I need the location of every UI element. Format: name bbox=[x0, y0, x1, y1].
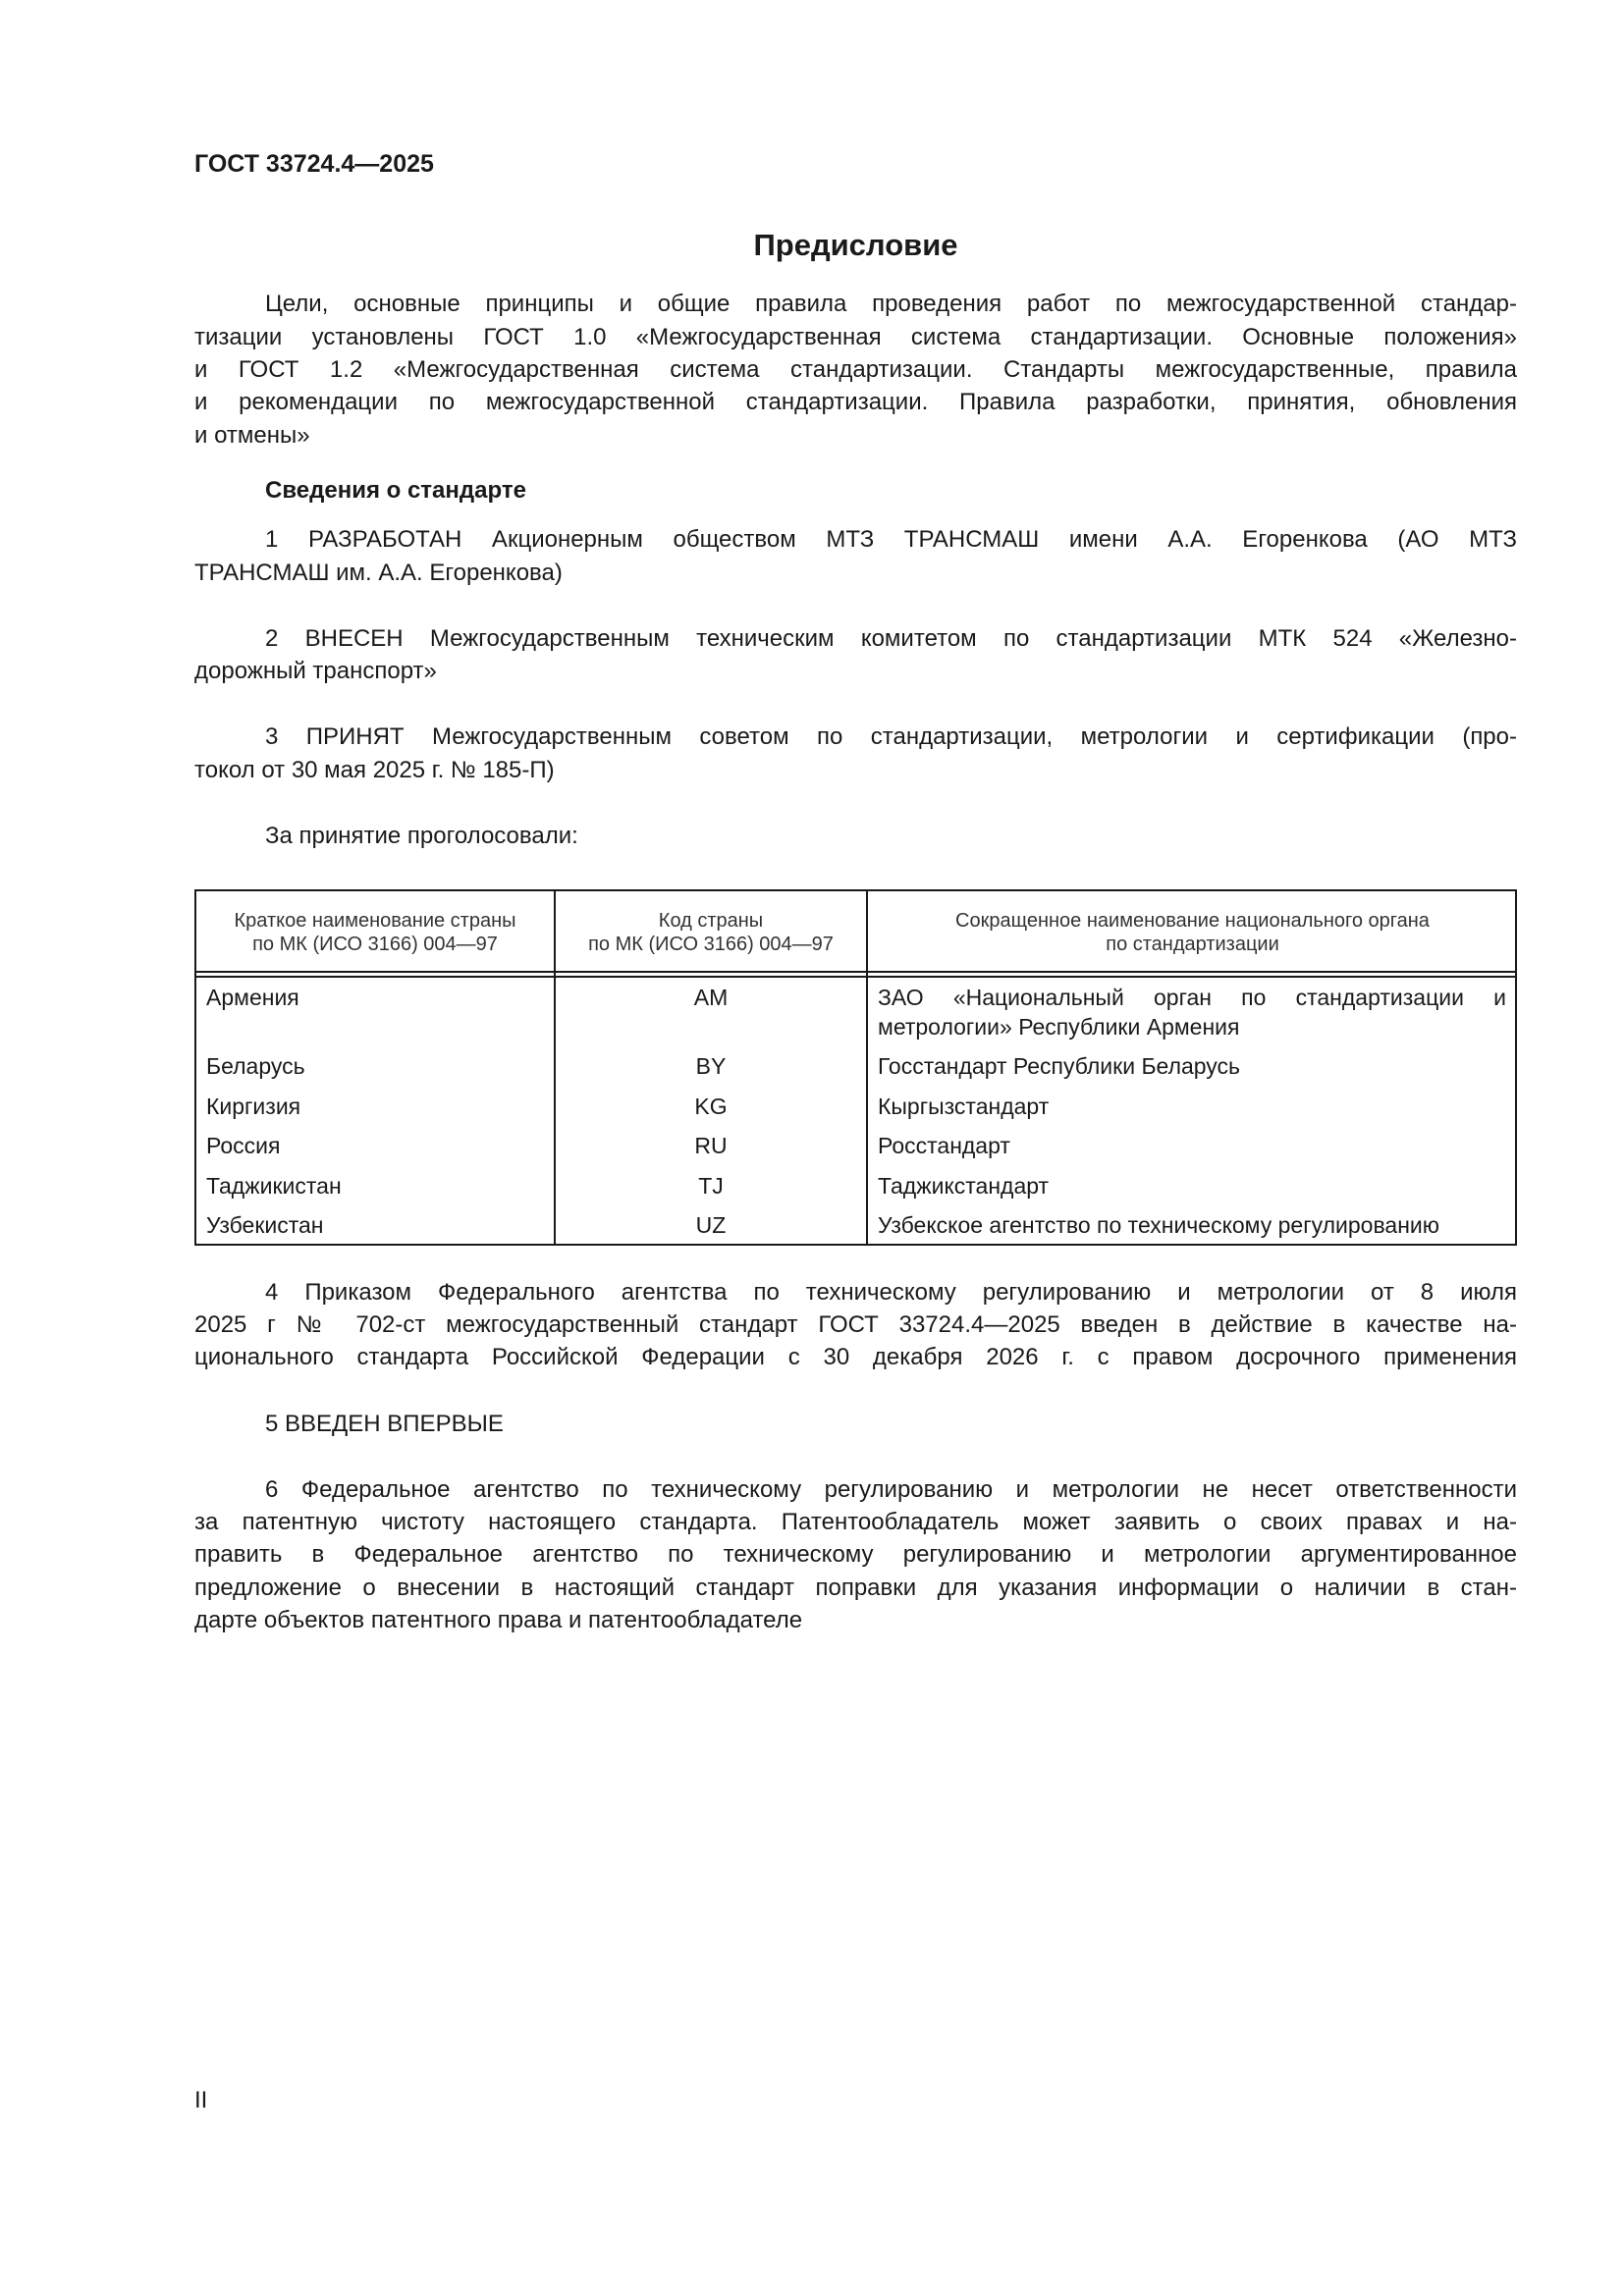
cell-country: Россия bbox=[206, 1133, 281, 1158]
cell-country: Армения bbox=[206, 985, 299, 1010]
cell-body: Кыргызстандарт bbox=[878, 1094, 1050, 1119]
cell-country: Узбекистан bbox=[206, 1212, 324, 1238]
item-6-line: дарте объектов патентного права и патентообладателе bbox=[194, 1607, 803, 1633]
column-header-country: Краткое наименование страны по МК (ИСО 3166) 004—97 bbox=[234, 910, 516, 955]
column-header-body: Сокращенное наименование национального органа по стандартизации bbox=[955, 910, 1430, 955]
page-number: II bbox=[194, 2087, 208, 2113]
cell-body: Узбекское агентство по техническому регулированию bbox=[878, 1212, 1440, 1238]
item-4-line: 4 Приказом Федерального агентства по техническому регулированию и метрологии от 8 июля bbox=[265, 1279, 1517, 1306]
cell-body: Таджикстандарт bbox=[878, 1173, 1050, 1199]
item-6-line: за патентную чистоту настоящего стандарта. Патентообладатель может заявить о своих правах и на- bbox=[194, 1509, 1517, 1535]
cell-body: Госстандарт Республики Беларусь bbox=[878, 1053, 1241, 1079]
item-3-line: 3 ПРИНЯТ Межгосударственным советом по стандартизации, метрологии и сертификации (про- bbox=[265, 723, 1517, 750]
item-5: 5 ВВЕДЕН ВПЕРВЫЕ bbox=[265, 1411, 504, 1437]
item-1-line: ТРАНСМАШ им. А.А. Егоренкова) bbox=[194, 560, 563, 586]
item-6-line: предложение о внесении в настоящий стандарт поправки для указания информации о наличии в стан- bbox=[194, 1575, 1517, 1601]
cell-country: Беларусь bbox=[206, 1053, 305, 1079]
cell-country: Киргизия bbox=[206, 1094, 301, 1119]
cell-body: ЗАО «Национальный орган по стандартизации и bbox=[878, 985, 1506, 1010]
cell-code: BY bbox=[695, 1053, 727, 1079]
voting-table bbox=[194, 889, 1517, 1246]
item-4-line: 2025 г № 702-ст межгосударственный стандарт ГОСТ 33724.4—2025 введен в действие в качестве на- bbox=[194, 1311, 1517, 1338]
intro-line: Цели, основные принципы и общие правила проведения работ по межгосударственной стандар- bbox=[265, 291, 1517, 317]
cell-code: KG bbox=[694, 1094, 728, 1119]
column-header-code: Код страны по МК (ИСО 3166) 004—97 bbox=[588, 910, 834, 955]
document-code: ГОСТ 33724.4—2025 bbox=[194, 150, 434, 178]
item-6-line: 6 Федеральное агентство по техническому регулированию и метрологии не несет ответственности bbox=[265, 1476, 1517, 1503]
cell-code: UZ bbox=[695, 1212, 727, 1238]
item-1-line: 1 РАЗРАБОТАН Акционерным обществом МТЗ ТРАНСМАШ имени А.А. Егоренкова (АО МТЗ bbox=[265, 526, 1517, 553]
intro-line: и рекомендации по межгосударственной стандартизации. Правила разработки, принятия, обновления bbox=[194, 389, 1517, 415]
item-2-line: 2 ВНЕСЕН Межгосударственным техническим комитетом по стандартизации МТК 524 «Железно- bbox=[265, 625, 1517, 652]
intro-line: и ГОСТ 1.2 «Межгосударственная система стандартизации. Стандарты межгосударственные, правила bbox=[194, 356, 1517, 383]
header-divider bbox=[196, 976, 1515, 978]
cell-body: Росстандарт bbox=[878, 1133, 1010, 1158]
item-6-line: править в Федеральное агентство по техническому регулированию и метрологии аргументированное bbox=[194, 1541, 1517, 1568]
section-heading: Сведения о стандарте bbox=[265, 477, 526, 504]
cell-code: AM bbox=[693, 985, 729, 1010]
item-2-line: дорожный транспорт» bbox=[194, 658, 437, 684]
intro-line: тизации установлены ГОСТ 1.0 «Межгосударственная система стандартизации. Основные положения» bbox=[194, 324, 1517, 350]
intro-line: и отмены» bbox=[194, 422, 310, 449]
item-4-line: ционального стандарта Российской Федерации с 30 декабря 2026 г. с правом досрочного применения bbox=[194, 1344, 1517, 1370]
voted-label: За принятие проголосовали: bbox=[265, 823, 578, 849]
page-title: Предисловие bbox=[753, 228, 958, 262]
cell-body: метрологии» Республики Армения bbox=[878, 1014, 1240, 1040]
cell-code: RU bbox=[694, 1133, 728, 1158]
item-3-line: токол от 30 мая 2025 г. № 185-П) bbox=[194, 757, 555, 783]
cell-country: Таджикистан bbox=[206, 1173, 342, 1199]
header-divider bbox=[196, 971, 1515, 973]
cell-code: TJ bbox=[698, 1173, 724, 1199]
